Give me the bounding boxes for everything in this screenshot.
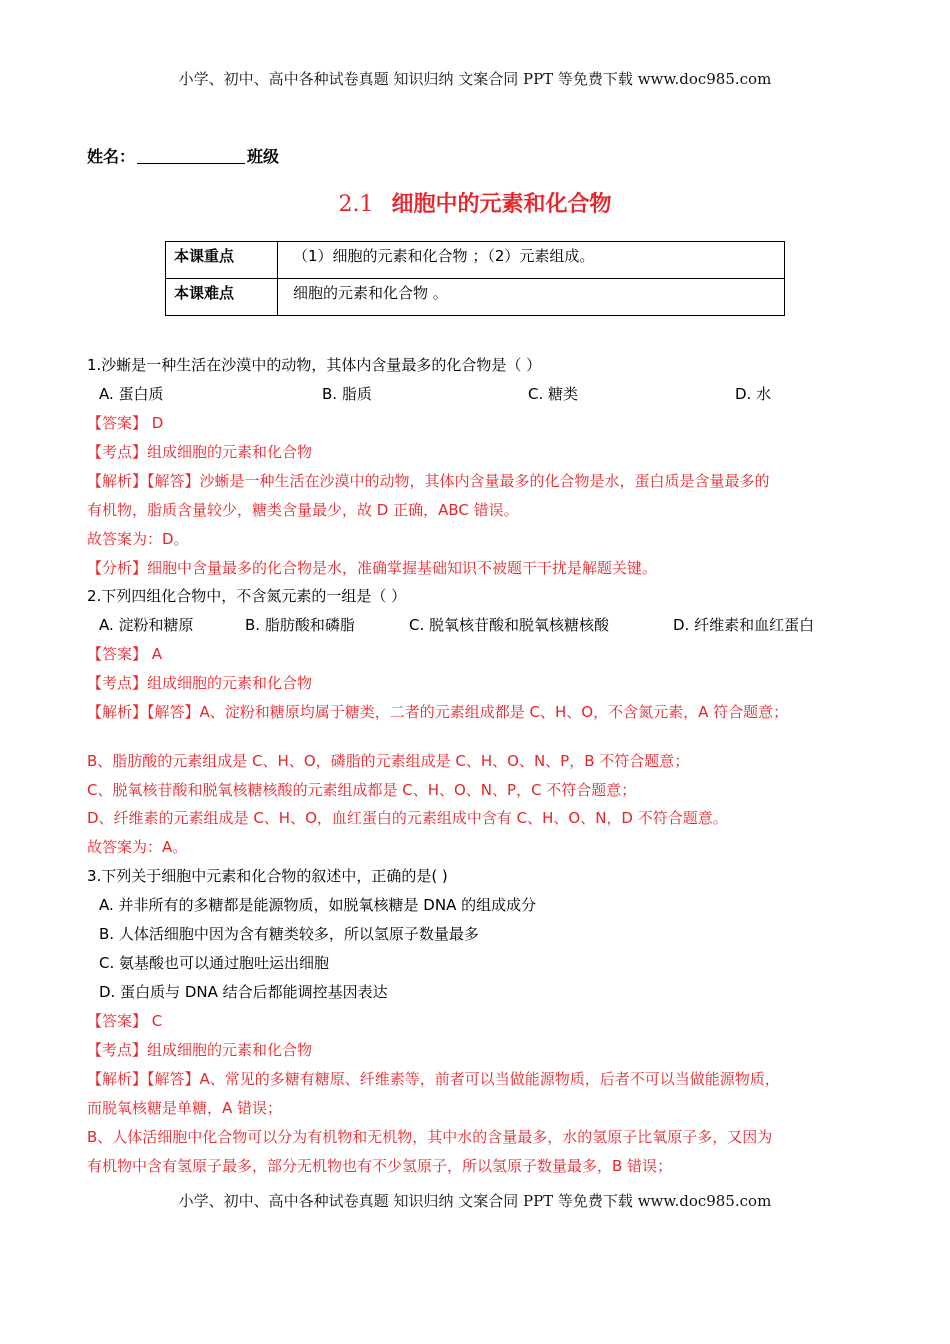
page-header: 小学、初中、高中各种试卷真题 知识归纳 文案合同 PPT 等免费下载 www.doc985.com bbox=[178, 70, 772, 88]
lesson-info-table bbox=[165, 241, 785, 316]
page-title bbox=[0, 187, 950, 218]
difficult-points-value: 细胞的元素和化合物 。 bbox=[278, 279, 785, 316]
q1-analysis: 【解析】【解答】沙蜥是一种生活在沙漠中的动物，其体内含量最多的化合物是水，蛋白质是含量最多的 bbox=[87, 472, 770, 490]
class-label: 班级 bbox=[247, 147, 280, 166]
q1-option-c: C. 糖类 bbox=[528, 385, 579, 403]
name-class-line bbox=[87, 144, 279, 167]
q3-analysis: 【解析】【解答】A、常见的多糖有糖原、纤维素等，前者可以当做能源物质，后者不可以当做能源物质， bbox=[87, 1070, 780, 1088]
q2-analysis: 【解析】【解答】A、淀粉和糖原均属于糖类，二者的元素组成都是 C、H、O，不含氮元素，A 符合题意； bbox=[87, 703, 789, 721]
name-label: 姓名： bbox=[87, 147, 136, 166]
q3-answer: 【答案】 C bbox=[87, 1012, 163, 1030]
q2-option-b: B. 脂肪酸和磷脂 bbox=[245, 616, 355, 634]
q2-analysis: C、脱氧核苷酸和脱氧核糖核酸的元素组成都是 C、H、O、N、P，C 不符合题意； bbox=[87, 781, 637, 799]
q1-stem: 1.沙蜥是一种生活在沙漠中的动物，其体内含量最多的化合物是（ ） bbox=[87, 356, 542, 374]
table-row bbox=[166, 242, 785, 279]
q3-option-b: B. 人体活细胞中因为含有糖类较多，所以氢原子数量最多 bbox=[99, 925, 479, 943]
q3-option-c: C. 氨基酸也可以通过胞吐运出细胞 bbox=[99, 954, 330, 972]
title-text: 细胞中的元素和化合物 bbox=[391, 192, 612, 217]
q3-option-d: D. 蛋白质与 DNA 结合后都能调控基因表达 bbox=[99, 983, 388, 1001]
key-points-value: （1）细胞的元素和化合物 ；（2）元素组成。 bbox=[278, 242, 785, 279]
q2-option-a: A. 淀粉和糖原 bbox=[99, 616, 194, 634]
q2-final-answer: 故答案为：A。 bbox=[87, 838, 188, 856]
q1-note: 【分析】细胞中含量最多的化合物是水，准确掌握基础知识不被题干干扰是解题关键。 bbox=[87, 559, 658, 577]
q1-final-answer: 故答案为：D。 bbox=[87, 530, 189, 548]
q2-analysis: B、脂肪酸的元素组成是 C、H、O，磷脂的元素组成是 C、H、O、N、P，B 不符合题意； bbox=[87, 752, 690, 770]
q2-option-d: D. 纤维素和血红蛋白 bbox=[673, 616, 815, 634]
q3-point: 【考点】组成细胞的元素和化合物 bbox=[87, 1041, 313, 1059]
q3-analysis: B、人体活细胞中化合物可以分为有机物和无机物，其中水的含量最多，水的氢原子比氧原子多，又因为 bbox=[87, 1128, 773, 1146]
q1-answer: 【答案】 D bbox=[87, 414, 164, 432]
q2-option-c: C. 脱氧核苷酸和脱氧核糖核酸 bbox=[409, 616, 610, 634]
q3-option-a: A. 并非所有的多糖都是能源物质，如脱氧核糖是 DNA 的组成成分 bbox=[99, 896, 537, 914]
q3-analysis: 有机物中含有氢原子最多，部分无机物也有不少氢原子，所以氢原子数量最多，B 错误； bbox=[87, 1157, 673, 1175]
q2-point: 【考点】组成细胞的元素和化合物 bbox=[87, 674, 313, 692]
q1-option-d: D. 水 bbox=[735, 385, 772, 403]
q3-stem: 3.下列关于细胞中元素和化合物的叙述中，正确的是( ) bbox=[87, 867, 448, 885]
q1-analysis: 有机物，脂质含量较少，糖类含量最少，故 D 正确，ABC 错误。 bbox=[87, 501, 519, 519]
q1-option-a: A. 蛋白质 bbox=[99, 385, 164, 403]
q1-point: 【考点】组成细胞的元素和化合物 bbox=[87, 443, 313, 461]
q2-stem: 2.下列四组化合物中，不含氮元素的一组是（ ） bbox=[87, 587, 407, 605]
q1-option-b: B. 脂质 bbox=[322, 385, 372, 403]
title-number: 2.1 bbox=[338, 192, 374, 217]
q2-answer: 【答案】 A bbox=[87, 645, 163, 663]
q3-analysis: 而脱氧核糖是单糖，A 错误； bbox=[87, 1099, 283, 1117]
name-blank bbox=[137, 149, 245, 164]
page-footer: 小学、初中、高中各种试卷真题 知识归纳 文案合同 PPT 等免费下载 www.doc985.com bbox=[178, 1192, 772, 1210]
key-points-label: 本课重点 bbox=[166, 242, 278, 279]
q2-analysis: D、纤维素的元素组成是 C、H、O，血红蛋白的元素组成中含有 C、H、O、N，D 不符合题意。 bbox=[87, 809, 728, 827]
table-row bbox=[166, 279, 785, 316]
difficult-points-label: 本课难点 bbox=[166, 279, 278, 316]
